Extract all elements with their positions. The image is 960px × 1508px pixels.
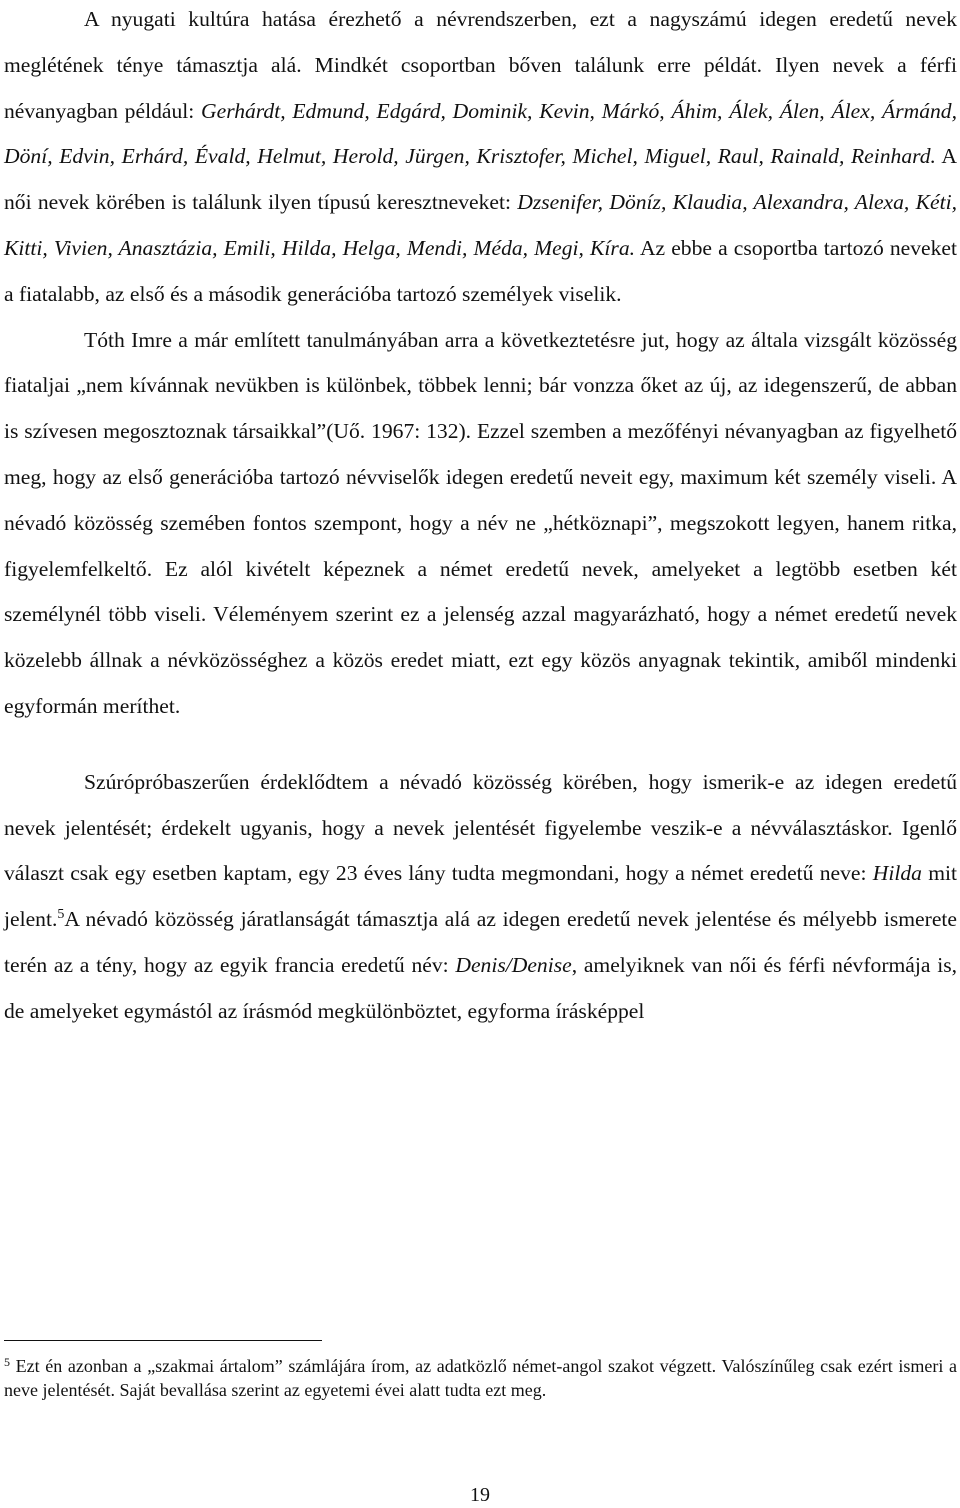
paragraph-1 (4, 0, 957, 318)
footnote-number: 5 (4, 1355, 10, 1369)
name-hilda: Hilda (872, 861, 922, 886)
paragraph-1-text: A nyugati kultúra hatása érezhető a névrendszerben, ezt a nagyszámú idegen eredetű nevek meglétének ténye támasztja alá. Mindkét csoportban bőven találunk erre példát. Ilyen nevek a férfi névanyagban például: (4, 7, 957, 123)
page-number: 19 (470, 1484, 490, 1506)
name-denis-denise: Denis/Denise (455, 952, 572, 977)
body-text (4, 0, 957, 1035)
paragraph-1-text-2: A női nevek körében is találunk ilyen típusú keresztneveket: (4, 144, 957, 215)
paragraph-3-text-2: mit jelent. (4, 861, 957, 932)
male-names-list: Gerhárdt, Edmund, Edgárd, Dominik, Kevin, Márkó, Áhim, Álek, Álen, Álex, Ármánd, Döní, Edvin, Erhárd, Évald, Helmut, Herold, Jürgen, Krisztofer, Michel, Miguel, Raul, Rainald, Reinhard. (4, 98, 957, 169)
footnote-paragraph (4, 1355, 957, 1402)
paragraph-3 (4, 760, 957, 1035)
footnote (4, 1355, 957, 1402)
footnote-separator (4, 1340, 322, 1341)
female-names-list: Dzsenifer, Döníz, Klaudia, Alexandra, Alexa, Kéti, Kitti, Vivien, Anasztázia, Emili, Hilda, Helga, Mendi, Méda, Megi, Kíra. (4, 190, 958, 260)
footnote-reference[interactable]: 5 (57, 907, 65, 923)
paragraph-3-text: Szúrópróbaszerűen érdeklődtem a névadó közösség körében, hogy ismerik-e az idegen eredetű nevek jelentését; érdekelt ugyanis, hogy a nevek jelentését figyelembe veszik-e a névválasztáskor. Igenlő választ csak egy esetben kaptam, egy 23 éves lány tudta megmondani, hogy a német eredetű neve: (4, 769, 957, 886)
paragraph-2: Tóth Imre a már említett tanulmányában arra a következtetésre jut, hogy az általa vizsgált közösség fiataljai „nem kívánnak nevükben is különbek, többek lenni; bár vonzza őket az új, az idegenszerű, de abban is szívesen megosztoznak társaikkal”(Uő. 1967: 132). Ezzel szemben a mezőfényi névanyagban az figyelhető meg, hogy az első generációba tartozó névviselők idegen eredetű neveit egy, maximum két személy viseli. A névadó közösség szemében fontos szempont, hogy a név ne „hétköznapi”, megszokott legyen, hanem ritka, figyelemfelkeltő. Ez alól kivételt képeznek a német eredetű nevek, amelyeket a legtöbb esetben két személynél több viseli. Véleményem szerint ez a jelenség azzal magyarázható, hogy a német eredetű nevek közelebb állnak a névközösséghez a közös eredet miatt, ezt egy közös anyagnak tekintik, amiből mindenki egyformán meríthet. (4, 327, 957, 718)
paragraph-3-text-4: , amelyiknek van női és férfi névformája is, de amelyeket egymástól az írásmód megkülönböztet, egyforma írásképpel (4, 952, 958, 1023)
paragraph-3-text-3: A névadó közösség járatlanságát támasztja alá az idegen eredetű nevek jelentése és mélyebb ismerete terén az a tény, hogy az egyik francia eredetű név: (4, 907, 957, 977)
footnote-text: Ezt én azonban a „szakmai ártalom” számlájára írom, az adatközlő német-angol szakot végzett. Valószínűleg csak ezért ismeri a neve jelentését. Saját bevallása szerint az egyetemi évei alatt tudta ezt meg. (4, 1356, 957, 1400)
paragraph-1-text-3: Az ebbe a csoportba tartozó neveket a fiatalabb, az első és a második generációba tartozó személyek viselik. (4, 235, 957, 306)
